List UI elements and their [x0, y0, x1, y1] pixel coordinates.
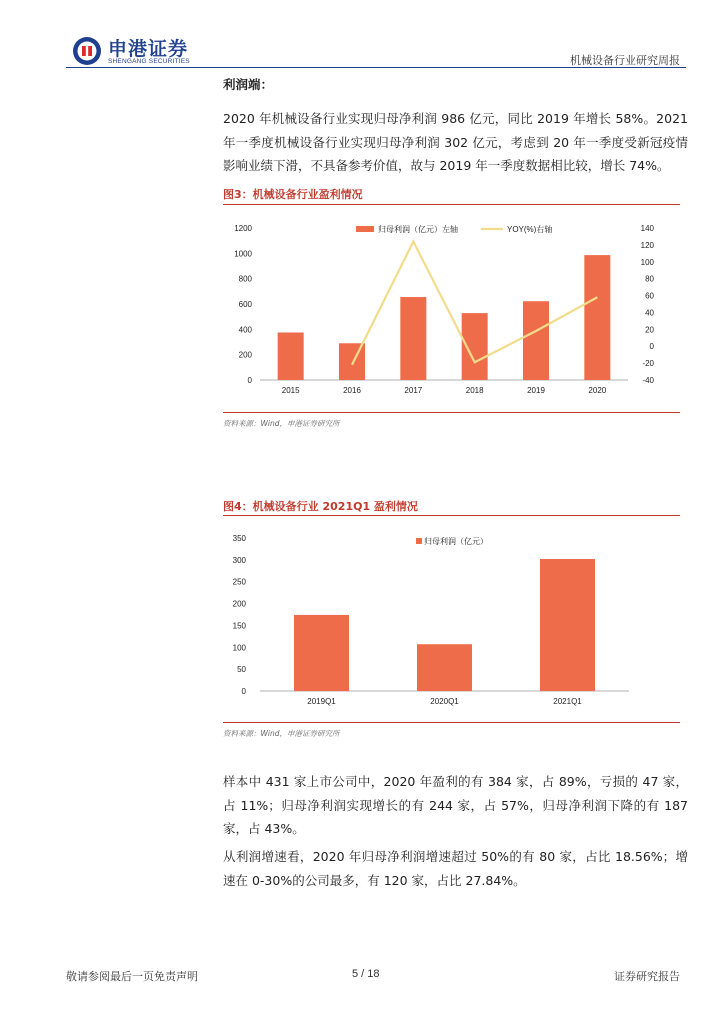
- section-label: 利润端：: [223, 77, 274, 92]
- bar-2015: [278, 333, 304, 381]
- paragraph-profit-summary: 2020 年机械设备行业实现归母净利润 986 亿元，同比 2019 年增长 58%。2021 年一季度机械设备行业实现归母净利润 302 亿元，考虑到 20 年一季度受新冠疫情影响业绩下滑，不具备参考价值，故与 2019 年一季度数据相比较，增长 74%。: [223, 111, 688, 173]
- report-type: 证券研究报告: [614, 970, 680, 983]
- y-left-tick-label-4: 800: [238, 274, 252, 284]
- legend-swatch-profit: [356, 226, 374, 232]
- x-tick-label-2: 2021Q1: [553, 697, 582, 706]
- page-number: 5 / 18: [352, 968, 380, 980]
- legend-swatch-profit: [416, 538, 422, 544]
- y-tick-label-3: 150: [232, 621, 246, 631]
- y-right-tick-label-3: 20: [645, 325, 654, 335]
- company-logo-icon: [72, 36, 102, 66]
- bar-2020: [584, 255, 610, 380]
- header-divider: [66, 67, 686, 68]
- bar-2019Q1: [294, 615, 349, 691]
- figure4-chart: [223, 522, 683, 720]
- report-name: 机械设备行业研究周报: [570, 54, 680, 67]
- x-tick-label-1: 2020Q1: [430, 697, 459, 706]
- figure4-title: 图4：机械设备行业 2021Q1 盈利情况: [223, 500, 418, 513]
- y-left-tick-label-6: 1200: [234, 224, 252, 233]
- y-tick-label-5: 250: [232, 577, 246, 587]
- paragraph-sample-stats: 样本中 431 家上市公司中，2020 年盈利的有 384 家，占 89%，亏损的 47 家，占 11%；归母净利润实现增长的有 244 家，占 57%，归母净利润下降的有 187 家，占 43%。: [223, 774, 688, 836]
- company-name-en: SHENGANG SECURITIES: [108, 58, 190, 65]
- bar-2020Q1: [417, 644, 472, 691]
- bar-2017: [400, 297, 426, 380]
- y-right-tick-label-7: 100: [640, 257, 654, 267]
- y-right-tick-label-5: 60: [645, 291, 654, 301]
- figure4-bottom-rule: [223, 722, 680, 723]
- x-tick-label-3: 2018: [465, 386, 484, 395]
- y-right-tick-label-8: 120: [640, 240, 654, 250]
- paragraph-growth-stats: 从利润增速看，2020 年归母净利润增速超过 50%的有 80 家，占比 18.56%；增速在 0-30%的公司最多，有 120 家，占比 27.84%。: [223, 849, 688, 888]
- y-left-tick-label-5: 1000: [234, 249, 252, 259]
- y-tick-label-2: 100: [232, 643, 246, 653]
- y-tick-label-4: 200: [232, 599, 246, 609]
- company-name: 申港证券: [108, 38, 189, 60]
- y-right-tick-label-2: 0: [649, 342, 654, 352]
- y-right-tick-label-4: 40: [645, 308, 654, 318]
- y-left-tick-label-2: 400: [238, 325, 252, 335]
- legend-label-profit: 归母利润（亿元）左轴: [378, 225, 458, 234]
- x-tick-label-2: 2017: [404, 386, 423, 395]
- y-right-tick-label-9: 140: [640, 224, 654, 233]
- legend-label-yoy: YOY(%)右轴: [507, 225, 553, 234]
- y-left-tick-label-3: 600: [238, 300, 252, 309]
- figure3-chart: [223, 210, 683, 410]
- x-tick-label-0: 2019Q1: [307, 697, 336, 706]
- y-right-tick-label-0: -40: [642, 376, 654, 385]
- y-tick-label-7: 350: [232, 534, 246, 543]
- figure3-top-rule: [223, 204, 680, 205]
- y-right-tick-label-6: 80: [645, 274, 654, 284]
- figure4-source: 资料来源：Wind，申港证券研究所: [223, 729, 340, 738]
- y-tick-label-6: 300: [232, 555, 246, 565]
- figure3-bottom-rule: [223, 412, 680, 413]
- bar-2019: [523, 301, 549, 380]
- x-tick-label-5: 2020: [588, 386, 607, 395]
- y-right-tick-label-1: -20: [642, 359, 654, 369]
- disclaimer-note: 敬请参阅最后一页免责声明: [66, 970, 198, 983]
- figure3-source: 资料来源：Wind，申港证券研究所: [223, 419, 340, 428]
- x-tick-label-1: 2016: [343, 386, 361, 395]
- y-left-tick-label-0: 0: [247, 376, 252, 385]
- y-tick-label-0: 0: [241, 687, 246, 696]
- legend-label-profit: 归母利润（亿元）: [424, 537, 488, 546]
- bar-2021Q1: [540, 559, 595, 691]
- x-tick-label-4: 2019: [527, 386, 545, 395]
- x-tick-label-0: 2015: [281, 386, 300, 395]
- figure4-top-rule: [223, 515, 680, 516]
- y-left-tick-label-1: 200: [238, 350, 252, 360]
- y-tick-label-1: 50: [237, 665, 246, 675]
- figure3-title: 图3：机械设备行业盈利情况: [223, 188, 363, 201]
